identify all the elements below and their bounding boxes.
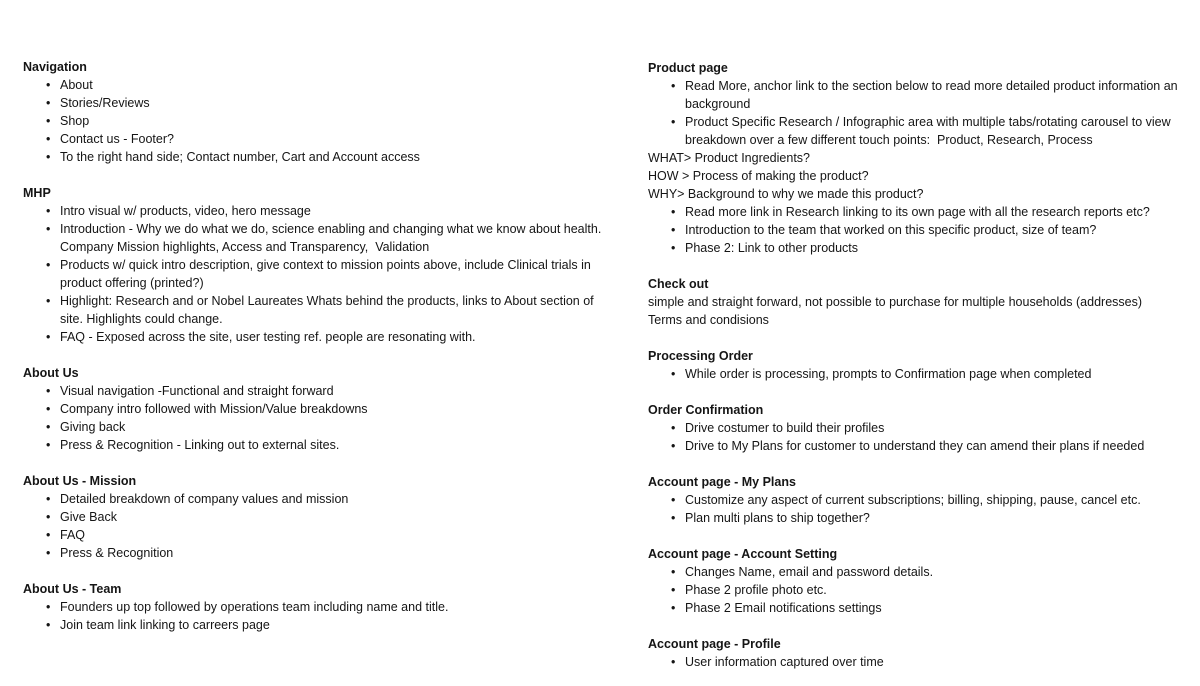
bullet-item [23, 112, 615, 130]
bullet-text: Read more link in Research linking to its own page with all the research reports etc? [685, 205, 1150, 219]
bullet-text: To the right hand side; Contact number, Cart and Account access [60, 150, 420, 164]
bullet-icon: • [671, 493, 676, 507]
text-line: simple and straight forward, not possible to purchase for multiple households (addresses) [648, 295, 1143, 309]
bullet-icon: • [46, 222, 51, 236]
bullet-icon: • [46, 96, 51, 110]
bullet-item [648, 113, 1200, 149]
bullet-list [648, 77, 1200, 149]
bullet-list [648, 491, 1200, 527]
section-heading-processing-order: Processing Order [648, 349, 753, 363]
bullet-icon: • [46, 294, 51, 308]
bullet-text: While order is processing, prompts to Confirmation page when completed [685, 367, 1092, 381]
bullet-item [23, 598, 615, 616]
bullet-icon: • [671, 115, 676, 129]
bullet-icon: • [46, 438, 51, 452]
bullet-text: Phase 2 profile photo etc. [685, 583, 827, 597]
bullet-item [23, 130, 615, 148]
bullet-item [648, 491, 1200, 509]
bullet-text: Press & Recognition - Linking out to external sites. [60, 438, 340, 452]
bullet-text: FAQ [60, 528, 86, 542]
section-heading-check-out: Check out [648, 277, 709, 291]
bullet-icon: • [671, 367, 676, 381]
bullet-icon: • [671, 241, 676, 255]
bullet-text: Phase 2: Link to other products [685, 241, 859, 255]
bullet-icon: • [46, 546, 51, 560]
bullet-item [23, 616, 615, 634]
bullet-item [23, 508, 615, 526]
bullet-item [23, 490, 615, 508]
bullet-icon: • [671, 655, 676, 669]
bullet-text: Changes Name, email and password details. [685, 565, 934, 579]
bullet-icon: • [671, 439, 676, 453]
bullet-item [648, 563, 1200, 581]
bullet-text: Read More, anchor link to the section below to read more detailed product information an background [685, 79, 1182, 111]
bullet-icon: • [46, 492, 51, 506]
bullet-text: Visual navigation -Functional and straight forward [60, 384, 334, 398]
bullet-text: Products w/ quick intro description, give context to mission points above, include Clinical trials in product offering (printed?) [60, 258, 595, 290]
bullet-text: Intro visual w/ products, video, hero message [60, 204, 311, 218]
text-line: HOW > Process of making the product? [648, 169, 869, 183]
bullet-item [648, 581, 1200, 599]
bullet-list [648, 653, 1200, 671]
bullet-list [23, 490, 615, 562]
bullet-item [23, 94, 615, 112]
bullet-icon: • [671, 223, 676, 237]
bullet-icon: • [46, 510, 51, 524]
bullet-item [648, 437, 1200, 455]
section-heading-about-us: About Us [23, 366, 79, 380]
section-heading-mhp: MHP [23, 186, 51, 200]
bullet-item [648, 239, 1200, 257]
bullet-item [23, 76, 615, 94]
bullet-list [23, 76, 615, 166]
bullet-item [23, 328, 615, 346]
bullet-item [23, 202, 615, 220]
bullet-item [23, 400, 615, 418]
bullet-item [23, 544, 615, 562]
bullet-icon: • [46, 150, 51, 164]
bullet-text: Highlight: Research and or Nobel Laureates Whats behind the products, links to About section of site. Highlights could change. [60, 294, 598, 326]
bullet-item [23, 418, 615, 436]
bullet-item [648, 509, 1200, 527]
section-heading-navigation: Navigation [23, 60, 87, 74]
bullet-text: Customize any aspect of current subscriptions; billing, shipping, pause, cancel etc. [685, 493, 1141, 507]
bullet-list [23, 382, 615, 454]
bullet-list [648, 365, 1200, 383]
bullet-item [23, 382, 615, 400]
bullet-item [648, 77, 1200, 113]
bullet-icon: • [671, 79, 676, 93]
bullet-icon: • [46, 420, 51, 434]
bullet-text: User information captured over time [685, 655, 884, 669]
section-heading-account-page-profile: Account page - Profile [648, 637, 781, 651]
bullet-text: Press & Recognition [60, 546, 174, 560]
bullet-item [648, 365, 1200, 383]
bullet-text: Drive costumer to build their profiles [685, 421, 885, 435]
bullet-icon: • [46, 528, 51, 542]
bullet-list [648, 419, 1200, 455]
section-heading-about-us-mission: About Us - Mission [23, 474, 137, 488]
bullet-icon: • [46, 204, 51, 218]
column-right [648, 59, 1200, 671]
bullet-icon: • [671, 565, 676, 579]
bullet-text: Shop [60, 114, 90, 128]
bullet-list [23, 598, 615, 634]
text-line: Terms and condisions [648, 313, 769, 327]
bullet-text: Give Back [60, 510, 117, 524]
bullet-item [23, 256, 615, 292]
bullet-icon: • [46, 114, 51, 128]
bullet-text: Introduction to the team that worked on this specific product, size of team? [685, 223, 1097, 237]
bullet-text: Giving back [60, 420, 126, 434]
text-line: WHY> Background to why we made this product? [648, 187, 924, 201]
column-left [23, 58, 615, 634]
bullet-text: Contact us - Footer? [60, 132, 174, 146]
bullet-icon: • [46, 618, 51, 632]
bullet-icon: • [46, 330, 51, 344]
section-heading-account-page-account-setting: Account page - Account Setting [648, 547, 838, 561]
bullet-icon: • [46, 600, 51, 614]
bullet-text: Stories/Reviews [60, 96, 150, 110]
text-line: WHAT> Product Ingredients? [648, 151, 810, 165]
bullet-text: Founders up top followed by operations team including name and title. [60, 600, 449, 614]
bullet-icon: • [46, 258, 51, 272]
bullet-icon: • [46, 402, 51, 416]
bullet-icon: • [671, 601, 676, 615]
bullet-text: About [60, 78, 93, 92]
bullet-icon: • [671, 421, 676, 435]
bullet-item [648, 653, 1200, 671]
bullet-item [23, 526, 615, 544]
bullet-text: FAQ - Exposed across the site, user testing ref. people are resonating with. [60, 330, 476, 344]
bullet-text: Company intro followed with Mission/Value breakdowns [60, 402, 368, 416]
bullet-item [23, 292, 615, 328]
bullet-icon: • [671, 205, 676, 219]
bullet-item [648, 599, 1200, 617]
bullet-icon: • [46, 132, 51, 146]
bullet-item [648, 203, 1200, 221]
bullet-icon: • [46, 384, 51, 398]
section-heading-about-us-team: About Us - Team [23, 582, 122, 596]
bullet-text: Product Specific Research / Infographic area with multiple tabs/rotating carousel to view breakdown over a few different touch points: Product, Research, Process [685, 115, 1175, 147]
bullet-item [23, 148, 615, 166]
bullet-text: Plan multi plans to ship together? [685, 511, 870, 525]
bullet-icon: • [671, 511, 676, 525]
bullet-text: Join team link linking to carreers page [60, 618, 270, 632]
bullet-text: Introduction - Why we do what we do, science enabling and changing what we know about health. Company Mission highlights, Access and Transparency, Validation [60, 222, 605, 254]
section-heading-order-confirmation: Order Confirmation [648, 403, 764, 417]
section-heading-product-page: Product page [648, 61, 728, 75]
bullet-item [648, 419, 1200, 437]
bullet-list [23, 202, 615, 346]
bullet-text: Drive to My Plans for customer to understand they can amend their plans if needed [685, 439, 1145, 453]
bullet-icon: • [671, 583, 676, 597]
bullet-list [648, 203, 1200, 257]
bullet-text: Detailed breakdown of company values and mission [60, 492, 349, 506]
section-heading-account-page-my-plans: Account page - My Plans [648, 475, 796, 489]
bullet-item [23, 436, 615, 454]
bullet-icon: • [46, 78, 51, 92]
bullet-text: Phase 2 Email notifications settings [685, 601, 882, 615]
bullet-item [648, 221, 1200, 239]
bullet-list [648, 563, 1200, 617]
bullet-item [23, 220, 615, 256]
